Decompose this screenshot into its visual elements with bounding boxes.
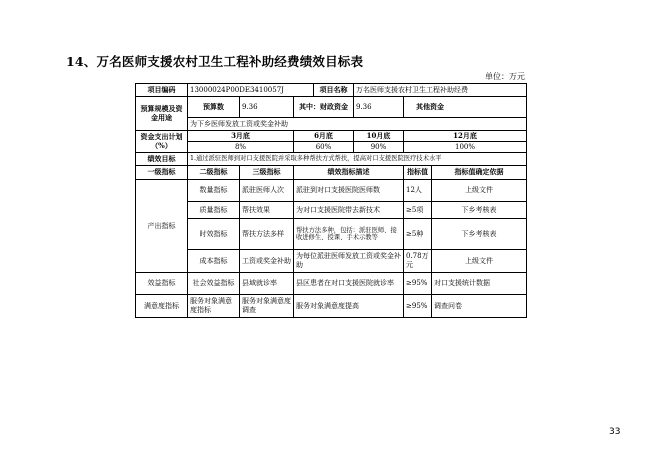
level3-cell: 帮扶方法多样 <box>240 219 294 250</box>
other-label: 其他资金 <box>404 97 527 118</box>
level1-output: 产出指标 <box>136 180 188 273</box>
description-cell: 为对口支援医院带去新技术 <box>294 202 404 219</box>
basis-cell: 对口支援统计数据 <box>432 273 527 295</box>
level3-cell: 派驻医师人次 <box>240 180 294 202</box>
performance-target-table <box>135 83 527 318</box>
table-row <box>136 97 527 118</box>
table-row <box>136 219 527 250</box>
header-level3: 三级指标 <box>240 166 294 180</box>
code-label: 项目编码 <box>136 84 188 97</box>
page-number: 33 <box>609 427 621 437</box>
code-value: 13000024P00DE3410057J <box>188 84 314 97</box>
level2-cell: 时效指标 <box>188 219 240 250</box>
schedule-label: 资金支出计划（%） <box>136 131 188 153</box>
description-cell: 县区患者在对口支援医院就诊率 <box>294 273 404 295</box>
value-cell: ≥5项 <box>404 202 432 219</box>
value-cell: 0.78万元 <box>404 250 432 273</box>
schedule-month: 12月底 <box>404 131 527 142</box>
schedule-value: 90% <box>354 142 404 153</box>
level2-cell: 成本指标 <box>188 250 240 273</box>
basis-cell: 上级文件 <box>432 250 527 273</box>
header-level2: 二级指标 <box>188 166 240 180</box>
level2-cell: 社会效益指标 <box>188 273 240 295</box>
table-row <box>136 273 527 295</box>
budget-amount-label: 预算数 <box>188 97 240 118</box>
description-cell: 派驻到对口支援医院医师数 <box>294 180 404 202</box>
description-cell: 服务对象满意度提高 <box>294 295 404 318</box>
value-cell: ≥95% <box>404 295 432 318</box>
level2-cell: 质量指标 <box>188 202 240 219</box>
level1-benefit: 效益指标 <box>136 273 188 295</box>
level3-cell: 帮扶效果 <box>240 202 294 219</box>
basis-cell: 上级文件 <box>432 180 527 202</box>
basis-cell: 下乡考核表 <box>432 202 527 219</box>
level2-cell: 服务对象满意度指标 <box>188 295 240 318</box>
unit-label: 单位：万元 <box>485 72 525 81</box>
goal-text: 1.通过派驻医师到对口支援医院并采取多种帮扶方式帮扶，提高对口支援医院医疗技术水平 <box>188 153 527 166</box>
level3-cell: 工资或奖金补助 <box>240 250 294 273</box>
basis-cell: 调查问卷 <box>432 295 527 318</box>
schedule-value: 8% <box>188 142 294 153</box>
header-basis: 指标值确定依据 <box>432 166 527 180</box>
purpose-text: 为下乡医师发放工资或奖金补助 <box>188 118 527 131</box>
header-value: 指标值 <box>404 166 432 180</box>
table-row <box>136 118 527 131</box>
table-row <box>136 180 527 202</box>
value-cell: 12人 <box>404 180 432 202</box>
table-row <box>136 202 527 219</box>
value-cell: ≥95% <box>404 273 432 295</box>
level1-satisfaction: 满意度指标 <box>136 295 188 318</box>
basis-cell: 下乡考核表 <box>432 219 527 250</box>
schedule-value: 100% <box>404 142 527 153</box>
header-level1: 一级指标 <box>136 166 188 180</box>
goal-label: 绩效目标 <box>136 153 188 166</box>
level2-cell: 数量指标 <box>188 180 240 202</box>
table-row <box>136 250 527 273</box>
table-row <box>136 295 527 318</box>
table-header-row <box>136 166 527 180</box>
level3-cell: 县域就诊率 <box>240 273 294 295</box>
table-row <box>136 153 527 166</box>
schedule-month: 3月底 <box>188 131 294 142</box>
table-row <box>136 142 527 153</box>
budget-amount: 9.36 <box>240 97 294 118</box>
name-value: 万名医师支援农村卫生工程补助经费 <box>354 84 527 97</box>
fiscal-label: 其中：财政资金 <box>294 97 354 118</box>
page-title: 14、万名医师支援农村卫生工程补助经费绩效目标表 <box>66 54 364 69</box>
fiscal-amount: 9.36 <box>354 97 404 118</box>
schedule-month: 6月底 <box>294 131 354 142</box>
level3-cell: 服务对象满意度调查 <box>240 295 294 318</box>
header-description: 绩效指标描述 <box>294 166 404 180</box>
table-row <box>136 84 527 97</box>
table-row <box>136 131 527 142</box>
budget-label: 预算规模及资金用途 <box>136 97 188 131</box>
description-cell: 帮扶方法多种，包括：派驻医师、接收进修生、授课、手术示教等 <box>294 219 404 250</box>
name-label: 项目名称 <box>314 84 354 97</box>
value-cell: ≥5种 <box>404 219 432 250</box>
schedule-value: 60% <box>294 142 354 153</box>
description-cell: 为每位派驻医师发放工资或奖金补助 <box>294 250 404 273</box>
schedule-month: 10月底 <box>354 131 404 142</box>
